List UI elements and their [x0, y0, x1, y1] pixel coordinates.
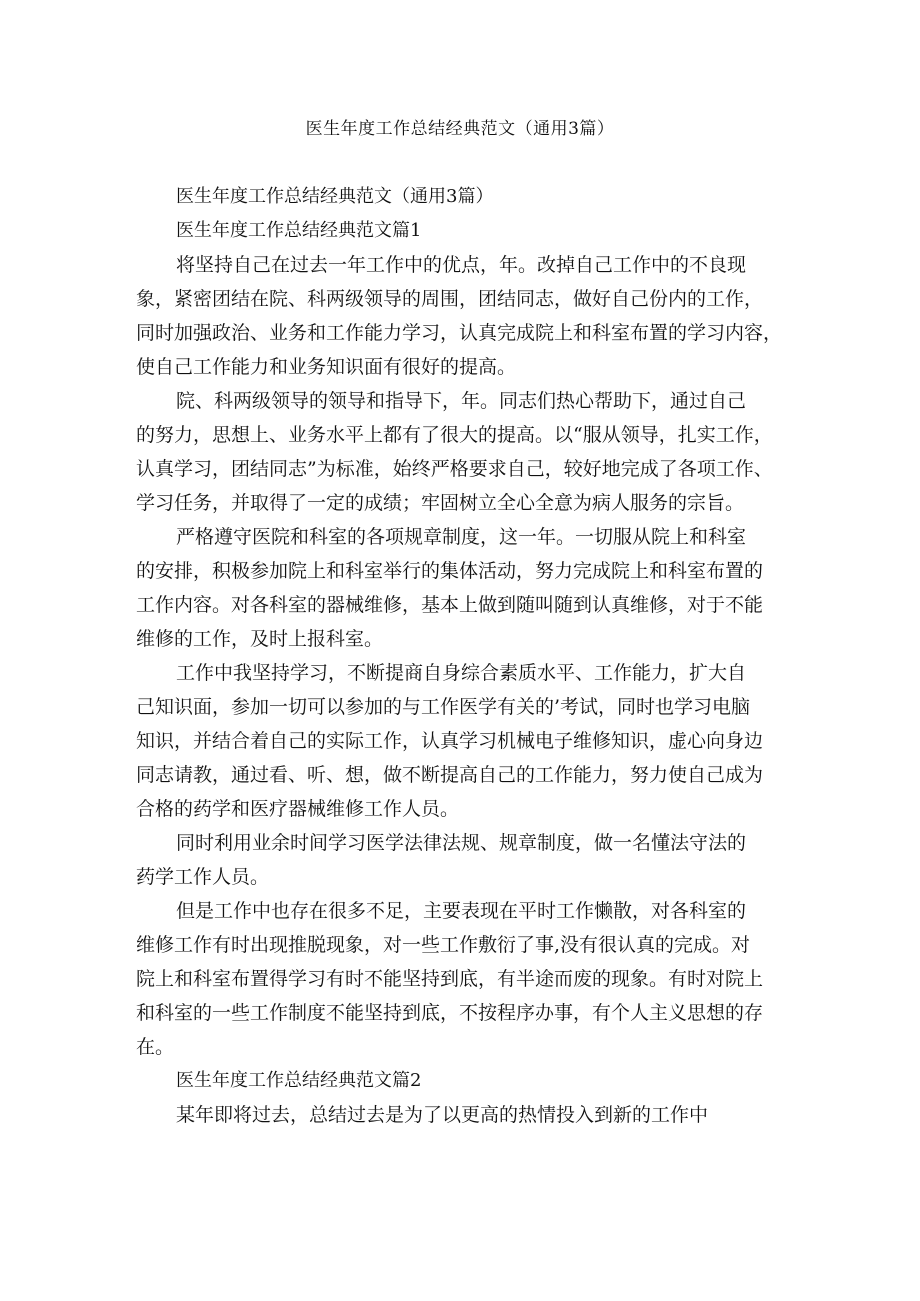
document-title: 医生年度工作总结经典范文（通用3篇）	[305, 119, 615, 139]
paragraph-line: 同时加强政治、业务和工作能力学习，认真完成院上和科室布置的学习内容，	[136, 322, 783, 344]
paragraph-line: 某年即将过去，总结过去是为了以更高的热情投入到新的工作中	[176, 1104, 709, 1126]
paragraph-line: 严格遵守医院和科室的各项规章制度，这一年。一切服从院上和科室	[176, 526, 747, 548]
paragraph-line: 工作内容。对各科室的器械维修，基本上做到随叫随到认真维修，对于不能	[136, 594, 764, 616]
paragraph-line: 己知识面，参加一切可以参加的与工作医学有关的’考试，同时也学习电脑	[136, 696, 751, 718]
paragraph-line: 药学工作人员。	[136, 866, 270, 888]
paragraph-line: 合格的药学和医疗器械维修工作人员。	[136, 798, 460, 820]
paragraph-line: 在。	[136, 1036, 175, 1058]
paragraph	[136, 656, 786, 826]
paragraph-line: 象，紧密团结在院、科两级领导的周围，团结同志，做好自己份内的工作，	[136, 288, 764, 310]
document-body	[136, 180, 786, 1132]
paragraph-line: 的安排，积极参加院上和科室举行的集体活动，努力完成院上和科室布置的	[136, 560, 764, 582]
paragraph-line: 但是工作中也存在很多不足，主要表现在平时工作懒散，对各科室的	[176, 900, 747, 922]
paragraph-line: 院上和科室布置得学习有时不能坚持到底，有半途而废的现象。有时对院上	[136, 968, 764, 990]
section-heading: 医生年度工作总结经典范文篇1	[176, 220, 422, 241]
paragraph-line: 院、科两级领导的领导和指导下，年。同志们热心帮助下，通过自己	[176, 390, 747, 412]
paragraph	[136, 248, 786, 384]
paragraph-line: 将坚持自己在过去一年工作中的优点，年。改掉自己工作中的不良现	[176, 254, 747, 276]
paragraph-line: 同时利用业余时间学习医学法律法规、规章制度，做一名懂法守法的	[176, 832, 747, 854]
paragraph-line: 学习任务，并取得了一定的成绩；牢固树立全心全意为病人服务的宗旨。	[136, 492, 745, 514]
paragraph-line: 维修工作有时出现推脱现象，对一些工作敷衍了事,没有很认真的完成。对	[136, 934, 751, 956]
paragraph	[136, 894, 786, 1064]
paragraph-line: 知识，并结合着自己的实际工作，认真学习机械电子维修知识，虚心向身边	[136, 730, 764, 752]
paragraph-line: 认真学习，团结同志”为标准，始终严格要求自己，较好地完成了各项工作、	[136, 458, 773, 480]
paragraph-line: 维修的工作，及时上报科室。	[136, 628, 384, 650]
paragraph-line: 同志请教，通过看、听、想，做不断提高自己的工作能力，努力使自己成为	[136, 764, 764, 786]
paragraph	[136, 520, 786, 656]
section-heading: 医生年度工作总结经典范文（通用3篇）	[176, 186, 494, 207]
paragraph	[136, 826, 786, 894]
paragraph-line: 的努力，思想上、业务水平上都有了很大的提高。以“服从领导，扎实工作，	[136, 424, 773, 446]
paragraph-line: 使自己工作能力和业务知识面有很好的提高。	[136, 356, 517, 378]
paragraph	[136, 1098, 786, 1132]
paragraph-line: 工作中我坚持学习，不断提商自身综合素质水平、工作能力，扩大自	[176, 662, 747, 684]
paragraph-line: 和科室的一些工作制度不能坚持到底，不按程序办事，有个人主义思想的存	[136, 1002, 764, 1024]
paragraph	[136, 384, 786, 520]
section-heading: 医生年度工作总结经典范文篇2	[176, 1070, 422, 1091]
